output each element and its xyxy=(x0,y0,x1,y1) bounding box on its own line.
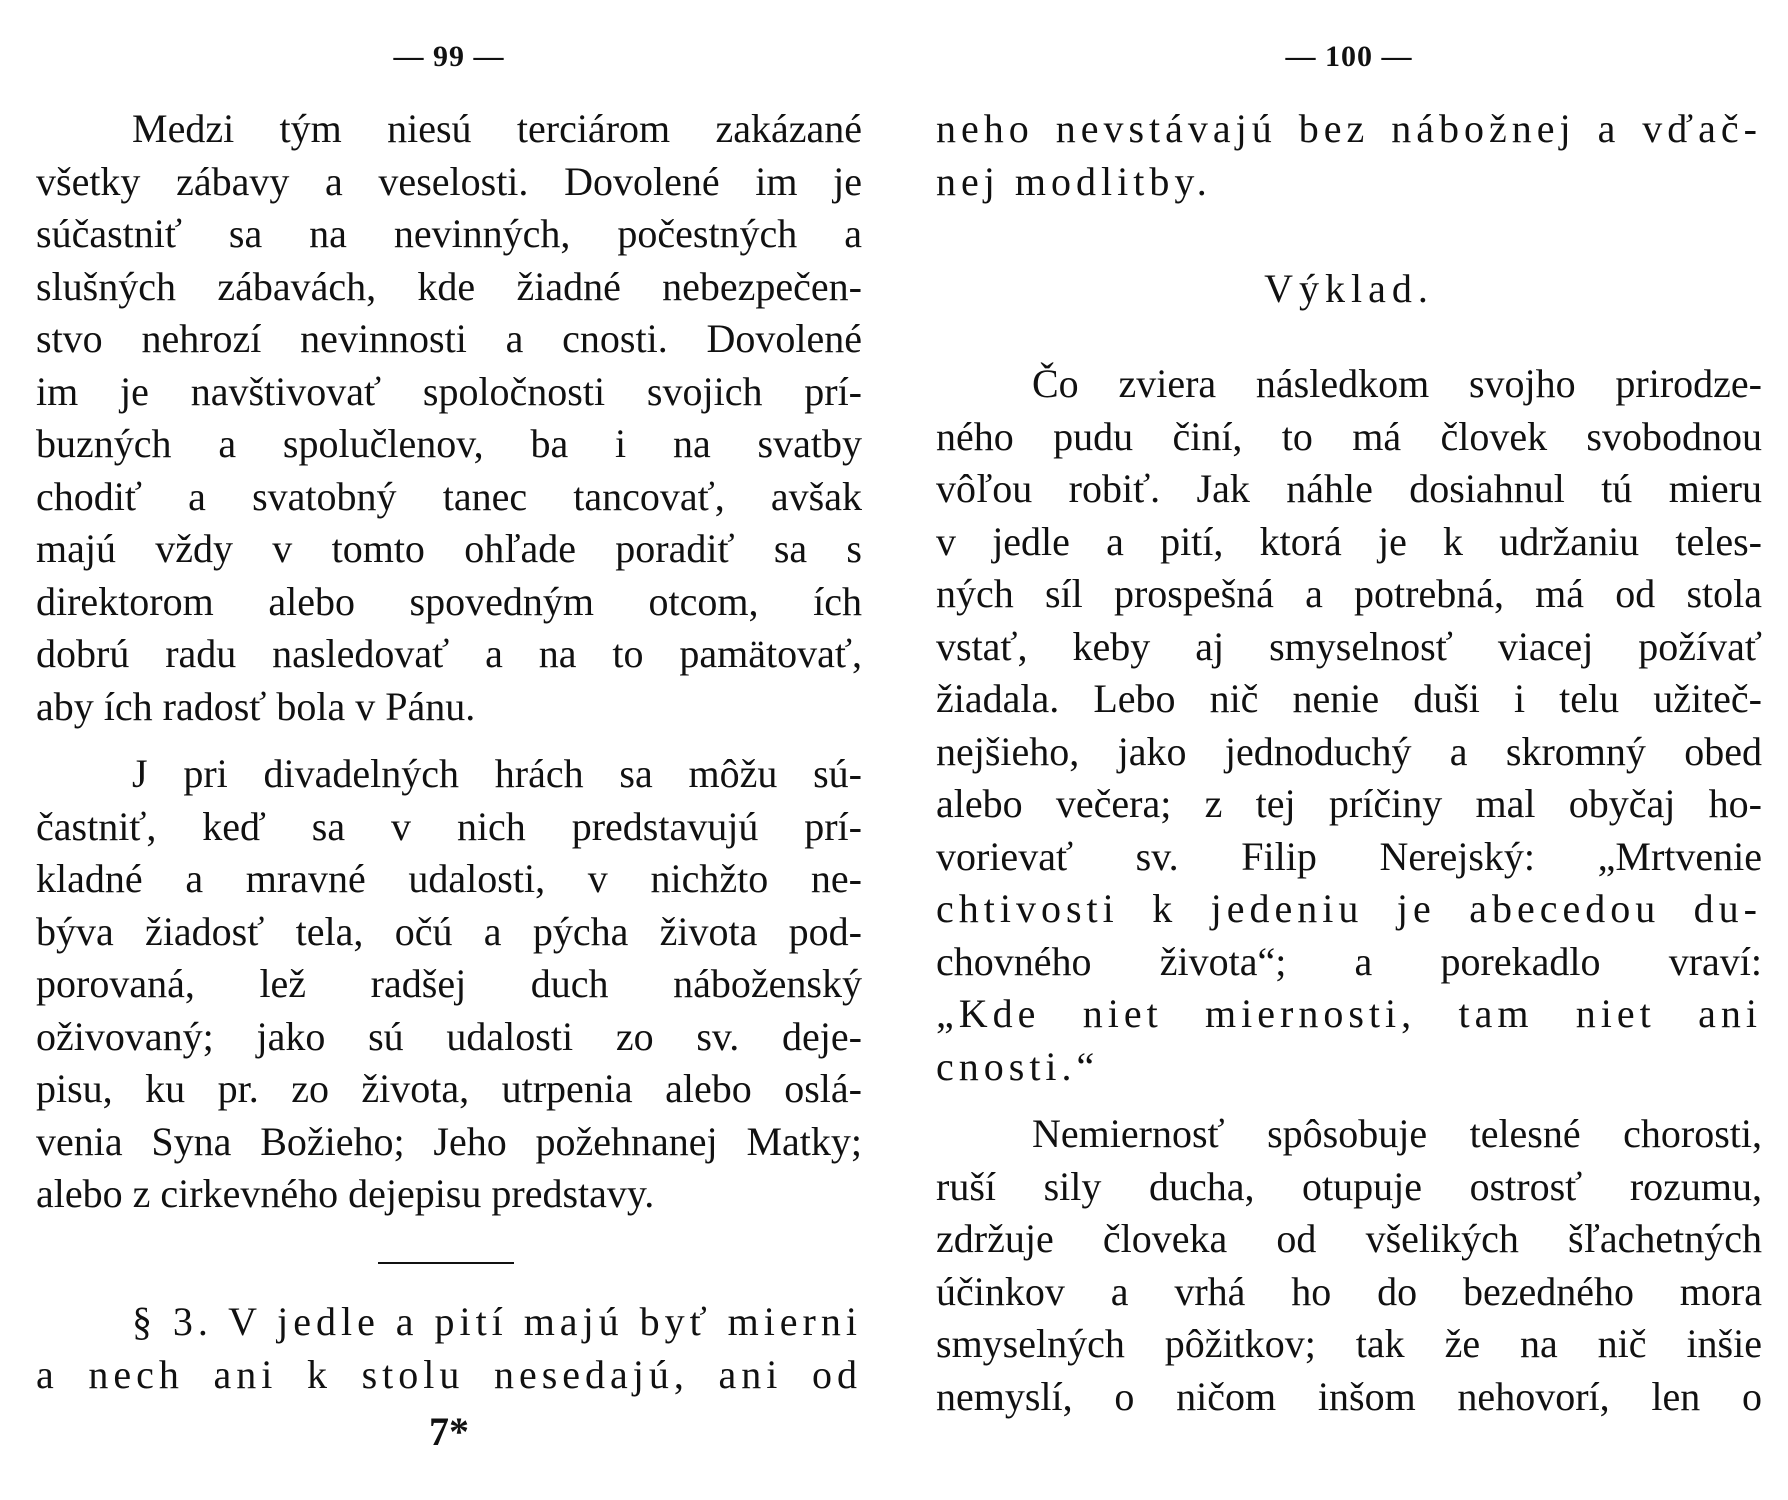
text-line: buzných a spolučlenov, ba i na svatby xyxy=(36,421,862,466)
left-paragraph-1 xyxy=(36,103,862,733)
text-line: žiadala. Lebo nič nenie duši i telu užiteč- xyxy=(936,676,1762,721)
text-line: chodiť a svatobný tanec tancovať, avšak xyxy=(36,473,862,519)
text-line: v jedle a pití, ktorá je k udržaniu teles- xyxy=(936,518,1762,564)
text-line: alebo večera; z tej príčiny mal obyčaj ho- xyxy=(936,781,1762,826)
left-page xyxy=(36,0,862,1500)
text-line: účinkov a vrhá ho do bezedného mora xyxy=(936,1268,1762,1314)
text-line: im je navštivovať spoločnosti svojich prí- xyxy=(36,368,862,414)
signature-mark: 7* xyxy=(429,1409,469,1454)
text-line: nemyslí, o ničom inšom nehovorí, len o xyxy=(936,1373,1762,1419)
section-heading: Výklad. xyxy=(1264,266,1434,311)
text-line: a nech ani k stolu nesedajú, ani od xyxy=(36,1351,862,1397)
text-line: ruší sily ducha, otupuje ostrosť rozumu, xyxy=(936,1163,1762,1209)
text-line: chovného života“; a porekadlo vraví: xyxy=(936,938,1762,984)
text-line: ného pudu činí, to má človek svobodnou xyxy=(936,413,1762,459)
section-3-heading xyxy=(36,1296,862,1401)
text-line: venia Syna Božieho; Jeho požehnanej Matky; xyxy=(36,1118,862,1164)
text-line: porovaná, lež radšej duch náboženský xyxy=(36,961,862,1006)
text-line: vstať, keby aj smyselnosť viacej požívať xyxy=(936,623,1762,669)
text-line: majú vždy v tomto ohľade poradiť sa s xyxy=(36,526,862,571)
text-line: vôľou robiť. Jak náhle dosiahnul tú mieru xyxy=(936,466,1762,511)
text-line: býva žiadosť tela, očú a pýcha života pod- xyxy=(36,908,862,954)
text-line: zdržuje človeka od všelikých šľachetných xyxy=(936,1216,1762,1261)
right-paragraph-1 xyxy=(936,358,1762,1093)
page-number-left: — 99 — xyxy=(393,40,505,73)
text-line: smyselných pôžitkov; tak že na nič inšie xyxy=(936,1321,1762,1366)
right-page xyxy=(936,0,1762,1500)
text-line: chtivosti k jedeniu je abecedou du- xyxy=(936,886,1762,931)
text-line: alebo z cirkevného dejepisu predstavy. xyxy=(36,1171,655,1216)
text-line: oživovaný; jako sú udalosti zo sv. deje- xyxy=(36,1013,862,1059)
text-line: pisu, ku pr. zo života, utrpenia alebo oslá- xyxy=(36,1066,862,1111)
text-line: dobrú radu nasledovať a na to pamätovať, xyxy=(36,631,862,676)
text-line: nej modlitby. xyxy=(936,158,1212,204)
text-line: § 3. V jedle a pití majú byť mierni xyxy=(132,1299,862,1344)
page-number-right: — 100 — xyxy=(1285,40,1413,73)
text-line: Nemiernosť spôsobuje telesné chorosti, xyxy=(1032,1111,1762,1156)
text-line: „Kde niet miernosti, tam niet ani xyxy=(936,991,1762,1036)
text-line: Medzi tým niesú terciárom zakázané xyxy=(132,106,862,151)
text-line: aby ích radosť bola v Pánu. xyxy=(36,683,476,729)
text-line: Čo zviera následkom svojho prirodze- xyxy=(1032,361,1762,406)
left-paragraph-2 xyxy=(36,748,862,1221)
text-line: vorievať sv. Filip Nerejský: „Mrtvenie xyxy=(936,833,1762,879)
text-line: J pri divadelných hrách sa môžu sú- xyxy=(132,751,862,796)
text-line: direktorom alebo spovedným otcom, ích xyxy=(36,578,862,624)
vyklad-heading-wrap xyxy=(936,263,1762,316)
text-line: súčastniť sa na nevinných, počestných a xyxy=(36,211,862,256)
section-divider xyxy=(378,1262,514,1264)
text-line: častniť, keď sa v nich predstavujú prí- xyxy=(36,803,862,849)
right-carryover xyxy=(936,103,1762,208)
text-line: ných síl prospešná a potrebná, má od stola xyxy=(936,571,1762,616)
text-line: cnosti.“ xyxy=(936,1043,1100,1089)
text-line: kladné a mravné udalosti, v nichžto ne- xyxy=(36,856,862,901)
text-line: slušných zábavách, kde žiadné nebezpečen- xyxy=(36,263,862,309)
text-line: neho nevstávajú bez nábožnej a vďač- xyxy=(936,106,1762,151)
text-line: všetky zábavy a veselosti. Dovolené im je xyxy=(36,158,862,204)
right-paragraph-2 xyxy=(936,1108,1762,1423)
text-line: nejšieho, jako jednoduchý a skromný obed xyxy=(936,728,1762,774)
text-line: stvo nehrozí nevinnosti a cnosti. Dovolené xyxy=(36,316,862,361)
